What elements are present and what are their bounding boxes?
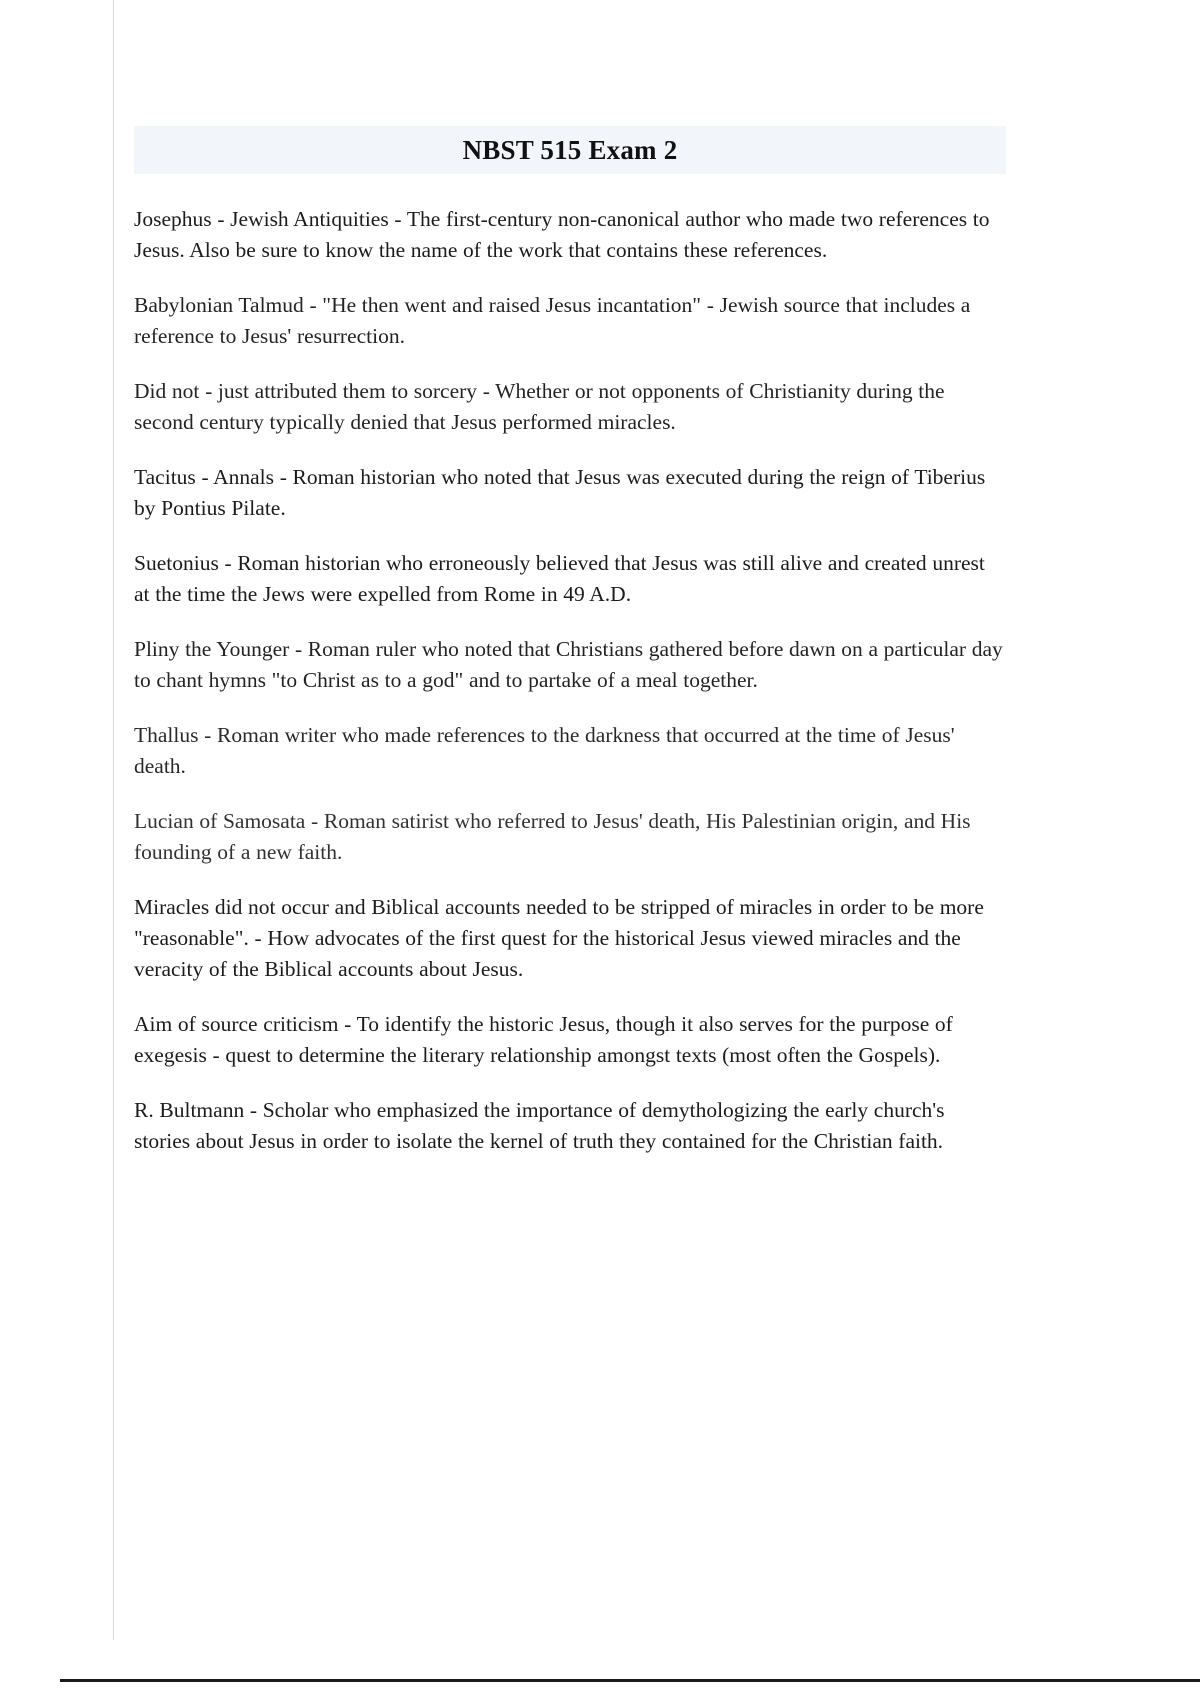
paragraph-tacitus: Tacitus - Annals - Roman historian who noted that Jesus was executed during the reign of Tiberius by Pontius Pilate. [134, 465, 986, 520]
paragraph-suetonius: Suetonius - Roman historian who erroneously believed that Jesus was still alive and created unrest at the time the Jews were expelled from Rome in 49 A.D. [134, 551, 985, 606]
page-title: NBST 515 Exam 2 [462, 134, 678, 165]
paragraph-josephus: Josephus - Jewish Antiquities - The first-century non-canonical author who made two references to Jesus. Also be sure to know the name of the work that contains these references. [134, 207, 990, 262]
paragraph-thallus: Thallus - Roman writer who made references to the darkness that occurred at the time of Jesus' death. [134, 723, 955, 778]
page-bottom-rule [60, 1679, 1200, 1682]
document-title-bar [134, 126, 1006, 174]
left-margin-rule [113, 0, 114, 1640]
paragraph-bultmann: R. Bultmann - Scholar who emphasized the importance of demythologizing the early church's stories about Jesus in order to isolate the kernel of truth they contained for the Christian faith. [134, 1098, 945, 1153]
paragraph-pliny-the-younger: Pliny the Younger - Roman ruler who noted that Christians gathered before dawn on a particular day to chant hymns "to Christ as to a god" and to partake of a meal together. [134, 637, 1003, 692]
document-body [134, 126, 1006, 1181]
paragraph-lucian-of-samosata: Lucian of Samosata - Roman satirist who referred to Jesus' death, His Palestinian origin, and His founding of a new faith. [134, 809, 971, 864]
paragraph-first-quest-miracles: Miracles did not occur and Biblical accounts needed to be stripped of miracles in order to be more "reasonable". - How advocates of the first quest for the historical Jesus viewed miracles and the veracity of the Biblical accounts about Jesus. [134, 895, 984, 981]
paragraph-sorcery: Did not - just attributed them to sorcery - Whether or not opponents of Christianity during the second century typically denied that Jesus performed miracles. [134, 379, 945, 434]
paragraph-babylonian-talmud: Babylonian Talmud - "He then went and raised Jesus incantation" - Jewish source that includes a reference to Jesus' resurrection. [134, 293, 971, 348]
paragraph-source-criticism: Aim of source criticism - To identify the historic Jesus, though it also serves for the purpose of exegesis - quest to determine the literary relationship amongst texts (most often the Gospels). [134, 1012, 953, 1067]
